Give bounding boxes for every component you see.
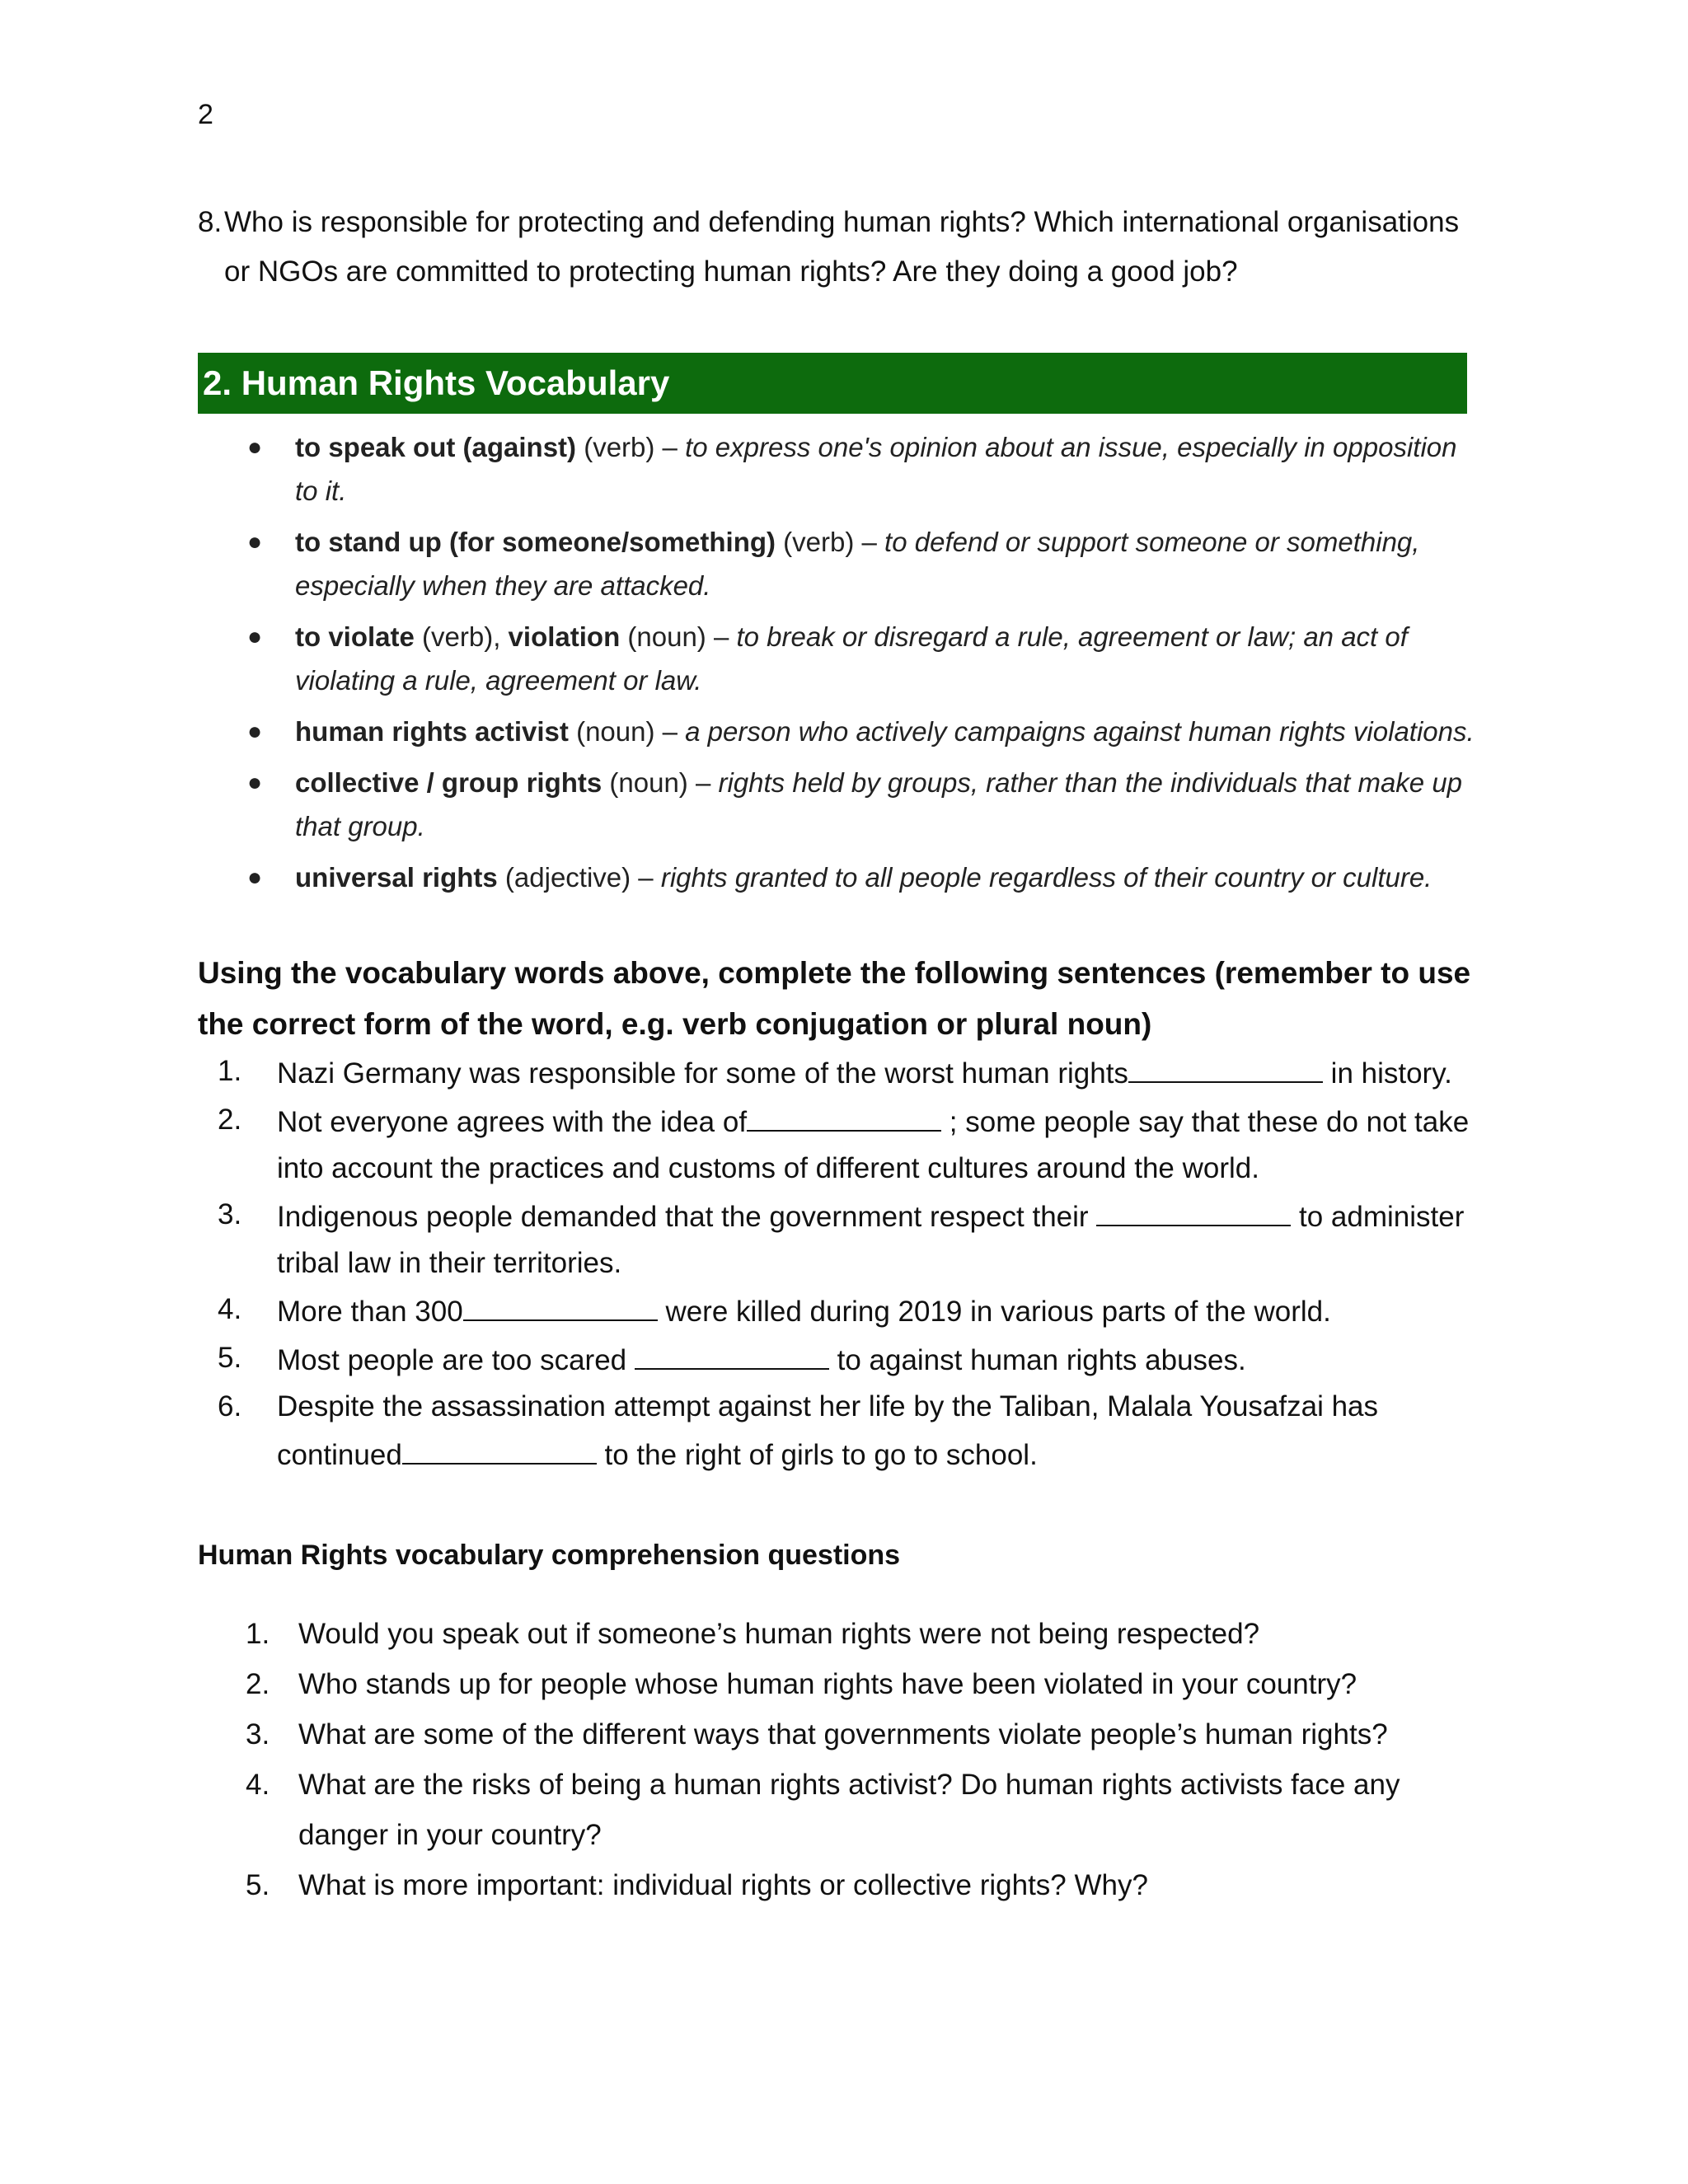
bullet-icon: ● [247, 623, 263, 650]
page-number: 2 [198, 99, 213, 130]
vocab-term: collective / group rights [295, 767, 603, 798]
exercise-number: 4. [218, 1293, 242, 1325]
comprehension-question [198, 1659, 1484, 1709]
comprehension-title: Human Rights vocabulary comprehension questions [198, 1540, 901, 1571]
question-text: What are the risks of being a human rights activist? Do human rights activists face any danger in your country? [298, 1769, 1400, 1851]
vocab-term: to speak out (against) [295, 432, 577, 462]
question-number: 2. [246, 1668, 270, 1700]
exercise-number: 3. [218, 1198, 242, 1230]
exercise-instructions: Using the vocabulary words above, complete the following sentences (remember to use the correct form of the word, e.g. verb conjugation or plural noun) [198, 956, 1471, 1041]
vocab-definition: to express one's opinion about an issue, especially in opposition to it. [295, 432, 1457, 506]
bullet-icon: ● [247, 864, 263, 891]
question-text: Would you speak out if someone’s human rights were not being respected? [298, 1618, 1260, 1650]
bullet-icon: ● [247, 434, 263, 461]
vocab-pos: (verb) – [776, 527, 885, 557]
exercise-item [198, 1286, 1492, 1335]
comprehension-question [198, 1760, 1484, 1860]
question-8 [198, 198, 1484, 297]
vocab-pos: (verb), [414, 621, 509, 652]
answer-blank[interactable] [1096, 1192, 1291, 1226]
exercise-text-before: Nazi Germany was responsible for some of the worst human rights [277, 1057, 1128, 1090]
vocab-definition: to break or disregard a rule, agreement or law; an act of violating a rule, agreement or law. [295, 621, 1408, 696]
vocab-definition: to defend or support someone or something, especially when they are attacked. [295, 527, 1420, 601]
question-number: 3. [246, 1718, 270, 1750]
vocab-term: to stand up (for someone/something) [295, 527, 776, 557]
vocab-definition: rights granted to all people regardless of their country or culture. [660, 862, 1432, 893]
fill-in-exercise-list [198, 1048, 1492, 1479]
exercise-number: 2. [218, 1104, 242, 1136]
vocab-pos-secondary: (noun) – [620, 621, 737, 652]
vocab-item [247, 425, 1475, 513]
vocab-item [247, 520, 1475, 607]
answer-blank[interactable] [747, 1097, 941, 1132]
exercise-text-after: were killed during 2019 in various parts of the world. [657, 1296, 1331, 1328]
comprehension-question [198, 1609, 1484, 1659]
exercise-text-after: in history. [1322, 1057, 1452, 1090]
question-text: Who stands up for people whose human rights have been violated in your country? [298, 1668, 1357, 1700]
exercise-text-after: ; some people say that these do not take into account the practices and customs of different cultures around the world. [277, 1106, 1470, 1184]
exercise-item [198, 1335, 1492, 1384]
exercise-text-after: to administer tribal law in their territories. [277, 1201, 1465, 1279]
vocabulary-list [247, 425, 1475, 907]
exercise-item [198, 1192, 1492, 1286]
section-header-vocabulary: 2. Human Rights Vocabulary [198, 353, 1467, 414]
bullet-icon: ● [247, 769, 263, 796]
exercise-number: 6. [218, 1390, 242, 1422]
question-8-number: 8. [198, 206, 223, 238]
question-text: What is more important: individual rights or collective rights? Why? [298, 1869, 1148, 1901]
exercise-number: 1. [218, 1055, 242, 1087]
exercise-text-before: Despite the assassination attempt against her life by the Taliban, Malala Yousafzai has continued [277, 1390, 1379, 1471]
vocab-item [247, 615, 1475, 702]
vocab-pos: (adjective) – [497, 862, 661, 893]
exercise-item [198, 1097, 1492, 1192]
question-number: 5. [246, 1869, 270, 1901]
vocab-pos: (verb) – [576, 432, 686, 462]
answer-blank[interactable] [402, 1430, 597, 1465]
vocab-definition: rights held by groups, rather than the individuals that make up that group. [295, 767, 1463, 841]
exercise-item [198, 1384, 1492, 1479]
answer-blank[interactable] [463, 1286, 658, 1321]
vocab-definition: a person who actively campaigns against human rights violations. [685, 716, 1475, 747]
question-8-line1: Who is responsible for protecting and defending human rights? Which international organisations [224, 206, 1460, 238]
vocab-item [247, 855, 1475, 899]
comprehension-question [198, 1709, 1484, 1760]
exercise-number: 5. [218, 1342, 242, 1374]
question-8-line2: or NGOs are committed to protecting human rights? Are they doing a good job? [224, 255, 1238, 288]
vocab-item [247, 710, 1475, 753]
exercise-text-after: to against human rights abuses. [828, 1344, 1246, 1376]
vocab-item [247, 761, 1475, 848]
exercise-text-after: to the right of girls to go to school. [596, 1439, 1038, 1471]
answer-blank[interactable] [1128, 1048, 1323, 1083]
answer-blank[interactable] [635, 1335, 829, 1370]
bullet-icon: ● [247, 528, 263, 555]
exercise-text-before: Not everyone agrees with the idea of [277, 1106, 748, 1138]
comprehension-question-list [198, 1609, 1484, 1910]
exercise-item [198, 1048, 1492, 1097]
comprehension-question [198, 1860, 1484, 1910]
question-number: 4. [246, 1769, 270, 1801]
vocab-term: human rights activist [295, 716, 569, 747]
exercise-text-before: Most people are too scared [277, 1344, 635, 1376]
vocab-term: universal rights [295, 862, 498, 893]
exercise-text-before: More than 300 [277, 1296, 463, 1328]
question-number: 1. [246, 1618, 270, 1650]
vocab-pos: (noun) – [602, 767, 719, 798]
vocab-pos: (noun) – [568, 716, 686, 747]
vocab-term: to violate [295, 621, 415, 652]
bullet-icon: ● [247, 718, 263, 745]
exercise-text-before: Indigenous people demanded that the government respect their [277, 1201, 1097, 1233]
vocab-term-secondary: violation [508, 621, 621, 652]
question-text: What are some of the different ways that governments violate people’s human rights? [298, 1718, 1388, 1750]
